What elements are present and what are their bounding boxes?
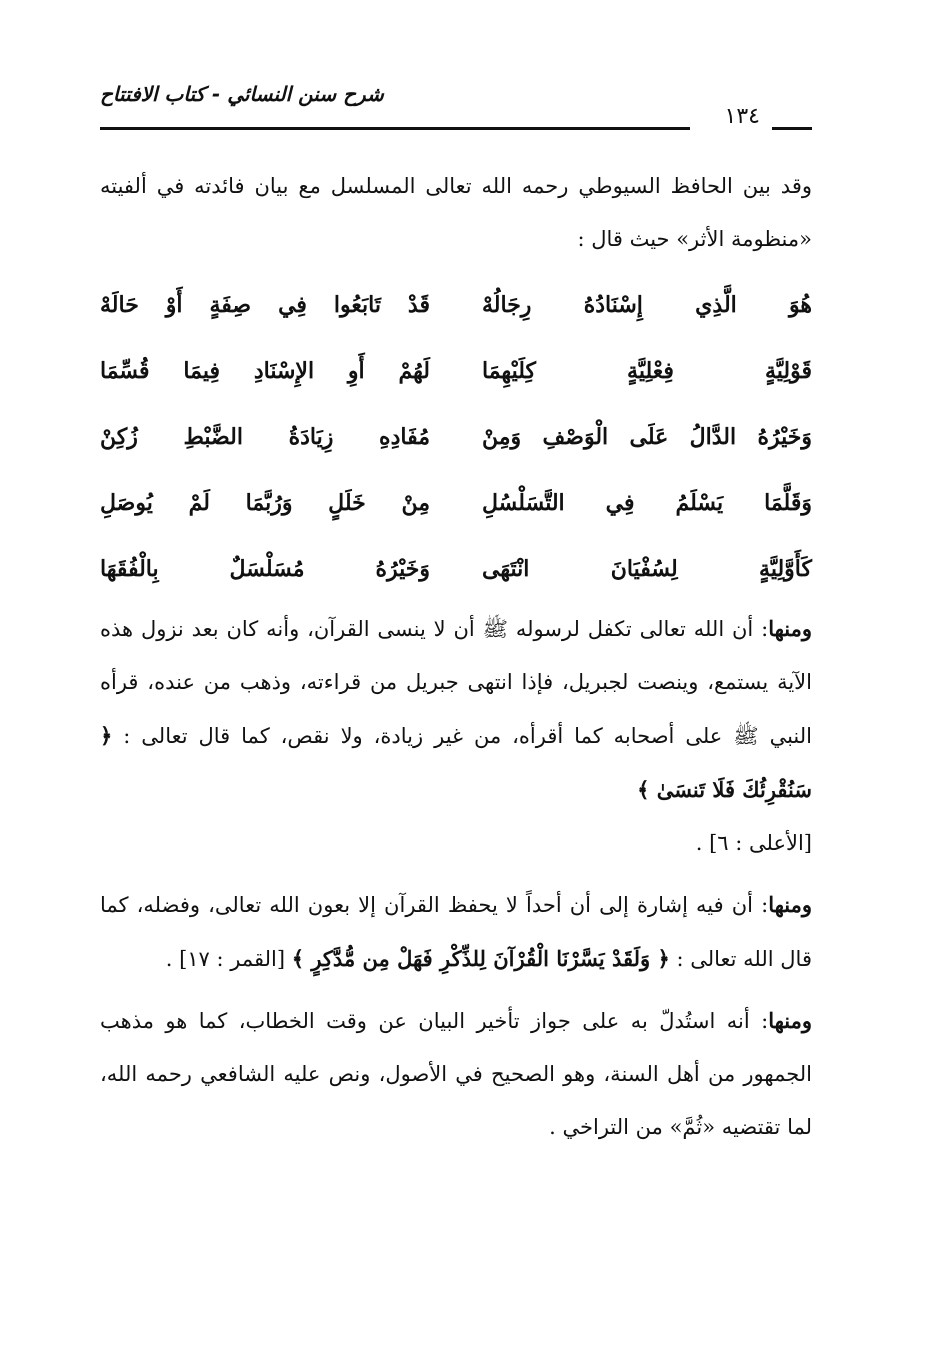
- intro-text: وقد بين الحافظ السيوطي رحمه الله تعالى المسلسل مع بيان فائدته في ألفيته «منظومة الأثر» حيث قال :: [100, 174, 812, 251]
- paragraph-text: : أن فيه إشارة إلى أن أحداً لا يحفظ القرآن إلا بعون الله تعالى، وفضله، كما قال الله تعالى :: [100, 893, 812, 971]
- poem-verse: [100, 470, 812, 536]
- paragraph-lead: ومنها: [768, 1008, 812, 1033]
- quran-reference: [القمر : ١٧] .: [165, 947, 286, 971]
- verse-first-half: وَقَلَّمَا يَسْلَمُ فِي التَّسَلْسُلِ: [482, 490, 812, 516]
- page-header: [100, 82, 812, 142]
- paragraph-lead: ومنها: [768, 892, 812, 917]
- paragraph-hifz: [100, 878, 812, 986]
- quran-reference: [الأعلى : ٦] .: [695, 831, 812, 855]
- running-title: شرح سنن النسائي - كتاب الافتتاح: [100, 82, 384, 106]
- header-rule: [100, 127, 690, 130]
- paragraph-text: : أنه استُدلّ به على جواز تأخير البيان عن وقت الخطاب، كما هو مذهب الجمهور من أهل السنة، وهو الصحيح في الأصول، ونص عليه الشافعي رحمه الله، لما تقتضيه «ثُمَّ» من التراخي .: [100, 1009, 812, 1139]
- verse-second-half: قَدْ تَابَعُوا فِي صِفَةٍ أَوْ حَالَهْ: [100, 292, 430, 318]
- verse-second-half: مُفَادِهِ زِيَادَةُ الضَّبْطِ زُكِنْ: [100, 424, 430, 450]
- paragraph-text: : أن الله تعالى تكفل لرسوله ﷺ أن لا ينسى القرآن، وأنه كان بعد نزول هذه الآية يستمع، وينصت لجبريل، فإذا انتهى جبريل من قراءته، وذهب من عنده، قرأه النبي ﷺ على أصحابه كما أقرأه، من غير زيادة، ولا نقص، كما قال تعالى :: [100, 617, 812, 748]
- quran-quote: ﴿ سَنُقْرِئُكَ فَلَا تَنسَىٰ ﴾: [100, 723, 812, 802]
- quran-quote: ﴿ وَلَقَدْ يَسَّرْنَا الْقُرْآنَ لِلذِّكْرِ فَهَلْ مِن مُّدَّكِرٍ ﴾: [291, 946, 670, 971]
- verse-first-half: قَوْلِيَّةٍ فِعْلِيَّةٍ كِلَيْهِمَا: [482, 358, 812, 384]
- poem: [100, 272, 812, 602]
- page-body: [100, 160, 812, 1154]
- paragraph-tawakkul: [100, 602, 812, 870]
- verse-second-half: مِنْ خَلَلٍ وَرُبَّمَا لَمْ يُوصَلِ: [100, 490, 430, 516]
- verse-second-half: وَخَيْرُهُ مُسَلْسَلٌ بِالْفُقَهَا: [100, 556, 430, 582]
- paragraph-lead: ومنها: [768, 616, 812, 641]
- page-number-rule: [772, 127, 812, 130]
- verse-first-half: كَأَوَّلِيَّةٍ لِسُفْيَانَ انْتَهَى: [482, 556, 812, 582]
- verse-first-half: هُوَ الَّذِي إِسْنَادُهُ رِجَالُهْ: [482, 292, 812, 318]
- page-number: ١٣٤: [724, 104, 760, 129]
- verse-first-half: وَخَيْرُهُ الدَّالُ عَلَى الْوَصْفِ وَمِنْ: [482, 424, 812, 450]
- poem-verse: [100, 536, 812, 602]
- intro-paragraph: [100, 160, 812, 266]
- poem-verse: [100, 272, 812, 338]
- poem-verse: [100, 338, 812, 404]
- paragraph-bayan: [100, 994, 812, 1154]
- verse-second-half: لَهُمْ أَوِ الإِسْنَادِ فِيمَا قُسِّمَا: [100, 358, 430, 384]
- poem-verse: [100, 404, 812, 470]
